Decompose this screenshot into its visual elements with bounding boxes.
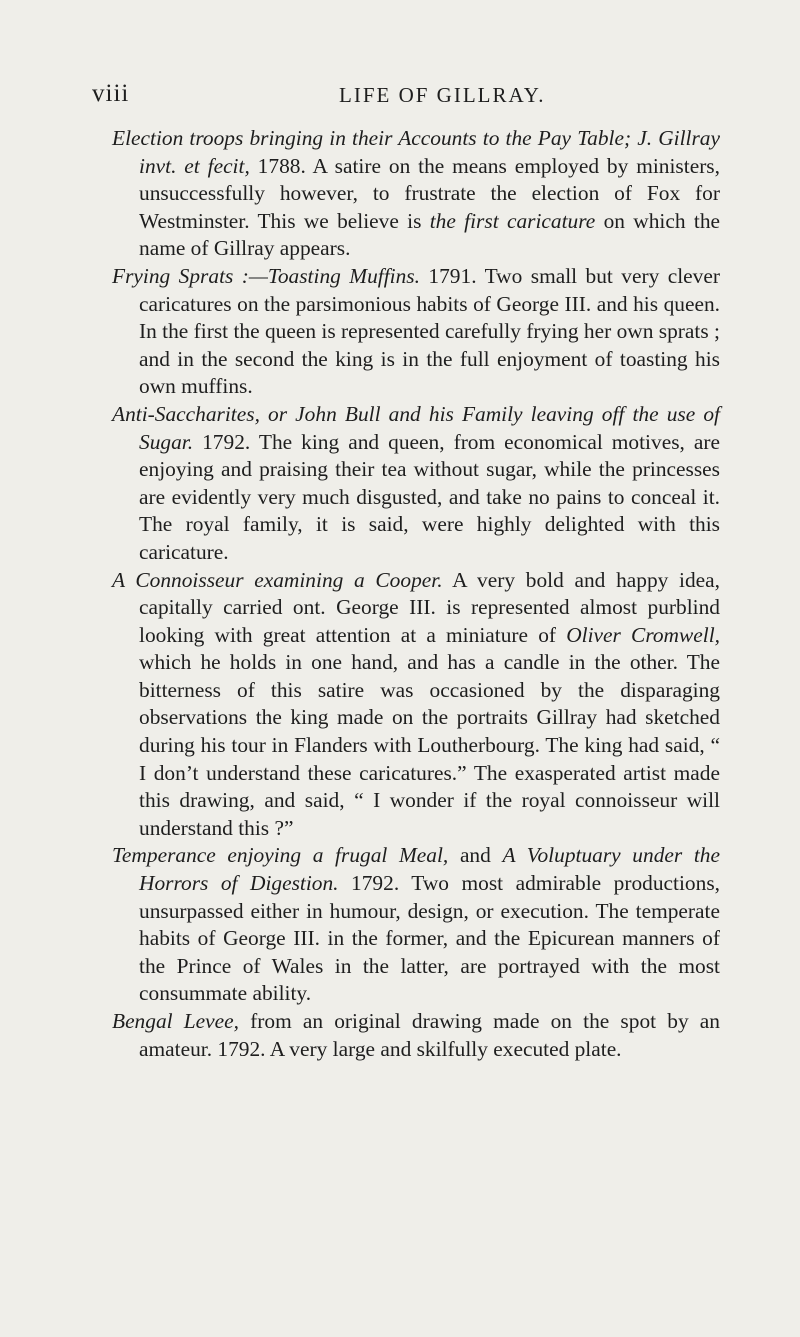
entry-title: Anti-Saccharites, or John Bull and his Family leaving off the use of Sugar. <box>112 401 720 454</box>
entry-emphasis: A Voluptuary under the Horrors of Digestion. <box>139 843 720 896</box>
page-header <box>92 80 712 120</box>
entry-description: 1788. A satire on the means employed by ministers, unsuccessfully however, to frustrate the election of Fox for Westminster. This we believe is <box>139 153 720 233</box>
entry-title: Bengal Levee, <box>112 1009 239 1033</box>
entry-description: from an original drawing made on the spot by an amateur. 1792. A very large and skilfully executed plate. <box>139 1009 720 1061</box>
catalogue-entry <box>112 401 720 567</box>
catalogue-text <box>112 125 720 1063</box>
entry-emphasis: the first caricature <box>429 208 596 233</box>
running-head: LIFE OF GILLRAY. <box>339 83 546 107</box>
catalogue-entry <box>112 567 720 843</box>
catalogue-entry <box>112 1008 720 1063</box>
catalogue-entry <box>112 125 720 263</box>
entry-title: A Connoisseur examining a Cooper. <box>112 567 443 592</box>
entry-description: on which the name of Gillray appears. <box>139 208 721 261</box>
page-number: viii <box>92 80 130 107</box>
entry-description: 1791. Two small but very clever caricatures on the parsimonious habits of George III. and his queen. In the first the queen is represented carefully frying her own sprats ; and in the second the king is in the full enjoyment of toasting his own muffins. <box>139 263 720 399</box>
entry-description: and <box>448 843 503 868</box>
catalogue-entry <box>112 263 720 401</box>
entry-title: Frying Sprats :—Toasting Muffins. <box>112 263 420 288</box>
catalogue-entry <box>112 842 720 1008</box>
entry-description: which he holds in one hand, and has a candle in the other. The bitterness of this satire was occasioned by the disparaging observations the king made on the portraits Gillray had sketched during his tour in Flanders with Loutherbourg. The king had said, “ I don’t understand these caricatures.” The exasperated artist made this drawing, and said, “ I wonder if the royal connoisseur will understand this ?” <box>139 650 720 840</box>
entry-emphasis: Oliver Cromwell, <box>566 622 720 647</box>
entry-description: 1792. The king and queen, from economical motives, are enjoying and praising their tea without sugar, while the princesses are evidently very much disgusted, and take no pains to conceal it. The royal family, it is said, were highly delighted with this caricature. <box>139 429 720 564</box>
entry-description: 1792. Two most admirable productions, unsurpassed either in humour, design, or execution. The temperate habits of George III. in the former, and the Epicurean manners of the Prince of Wales in the latter, are portrayed with the most consummate ability. <box>139 871 720 1006</box>
entry-title: Election troops bringing in their Accounts to the Pay Table; J. Gillray invt. et fecit, <box>112 126 720 178</box>
entry-description: A very bold and happy idea, capitally carried ont. George III. is represented almost purblind looking with great attention at a miniature of <box>139 567 721 647</box>
entry-title: Temperance enjoying a frugal Meal, <box>112 843 449 868</box>
